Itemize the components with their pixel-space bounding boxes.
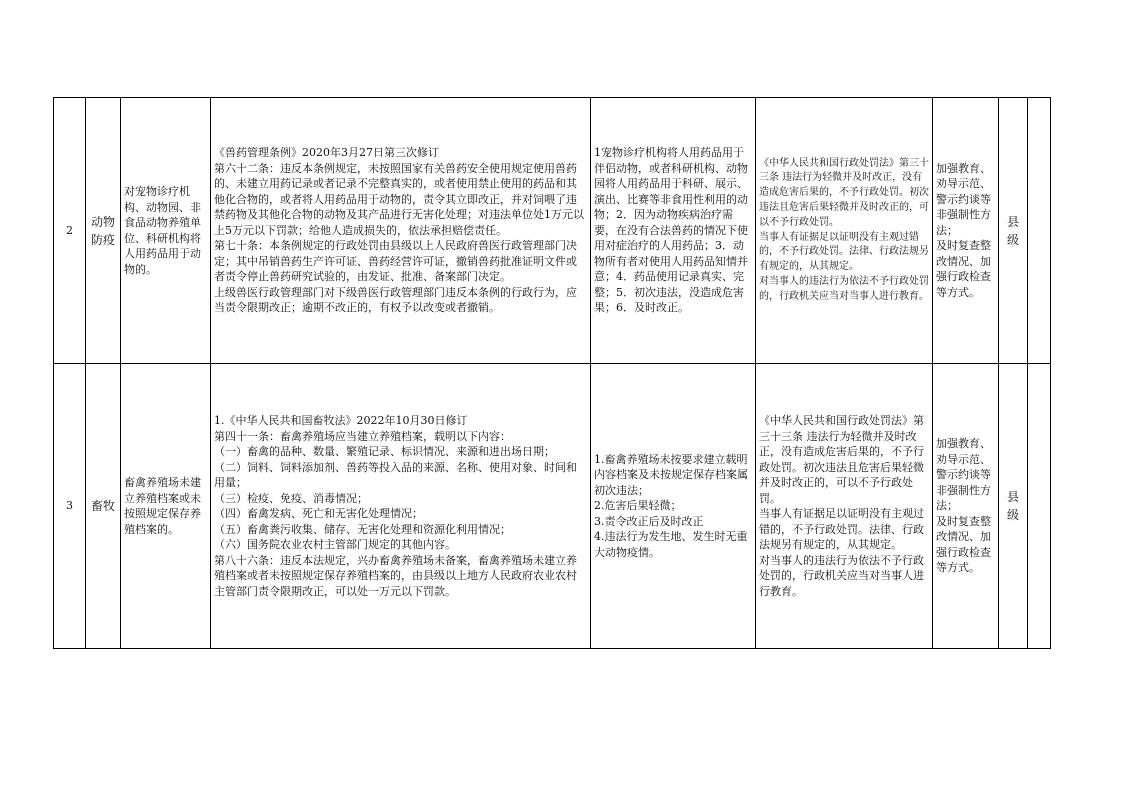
- category-cell: [86, 364, 121, 649]
- note-cell: [1028, 364, 1051, 649]
- legal-basis-cell: [211, 364, 591, 649]
- table-row: [54, 364, 1051, 649]
- penalty-law-text: 《中华人民共和国行政处罚法》第三十三条 违法行为轻微并及时改正，没有造成危害后果的，不予行政处罚。初次违法且危害后果轻微并及时改正的，可以不予行政处罚。 当事人有证据足以证明没有主观过错的，不予行政处罚。法律、行政法规另有规定的，从其规定。 对当事人的违法行为依法不予行政处罚的，行政机关应当对当事人进行教育。: [759, 414, 924, 598]
- row-number: 3: [66, 499, 73, 513]
- matter-cell: [121, 98, 211, 364]
- jurisdiction-level: 县级: [1006, 214, 1019, 247]
- exemption-conditions: 1.畜禽养殖场未按要求建立载明内容档案及未按规定保存档案属初次违法； 2.危害后果轻微； 3.责令改正后及时改正 4.违法行为发生地、发生时无重大动物疫情。: [594, 452, 748, 559]
- category-cell: [86, 98, 121, 364]
- category-label: 畜牧: [90, 499, 115, 513]
- conditions-cell: [591, 364, 756, 649]
- violation-matter: 畜禽养殖场未建立养殖档案或未按照规定保存养殖档案的。: [124, 476, 201, 536]
- supervision-measures: 加强教育、劝导示范、警示约谈等非强制性方法； 及时复查整改情况、加强行政检查等方式。: [936, 437, 991, 575]
- remarks: [1028, 229, 1050, 233]
- note-cell: [1028, 98, 1051, 364]
- measures-cell: [933, 364, 999, 649]
- regulation-table: [53, 97, 1051, 649]
- violation-matter: 对宠物诊疗机构、动物园、非食品动物养殖单位、科研机构将人用药品用于动物的。: [124, 185, 201, 276]
- supervision-measures: 加强教育、劝导示范、警示约谈等非强制性方法； 及时复查整改情况、加强行政检查等方式。: [936, 161, 991, 299]
- conditions-cell: [591, 98, 756, 364]
- row-number: 2: [66, 223, 73, 237]
- row-number-cell: [54, 98, 86, 364]
- table-row: [54, 98, 1051, 364]
- measures-cell: [933, 98, 999, 364]
- penalty-law-cell: [756, 98, 933, 364]
- category-label: 动物 防疫: [90, 214, 115, 247]
- level-cell: [999, 364, 1028, 649]
- row-number-cell: [54, 364, 86, 649]
- jurisdiction-level: 县级: [1006, 490, 1019, 522]
- legal-basis-cell: [211, 98, 591, 364]
- remarks: [1028, 504, 1050, 508]
- legal-basis-text: 1.《中华人民共和国畜牧法》2022年10月30日修订 第四十一条：畜禽养殖场应当建立养殖档案，载明以下内容： （一）畜禽的品种、数量、繁殖记录、标识情况、来源和进出场日期； （二）饲料、饲料添加剂、兽药等投入品的来源、名称、使用对象、时间和用量； （三）检疫、免疫、消毒情况； （四）畜禽发病、死亡和无害化处理情况； （五）畜禽粪污收集、储存、无害化处理和资源化利用情况； （六）国务院农业农村主管部门规定的其他内容。 第八十六条：违反本法规定，兴办畜禽养殖场未备案，畜禽养殖场未建立养殖档案或者未按照规定保存养殖档案的，由县级以上地方人民政府农业农村主管部门责令限期改正，可以处一万元以下罚款。: [214, 414, 577, 598]
- level-cell: [999, 98, 1028, 364]
- exemption-conditions: 1宠物诊疗机构将人用药品用于伴侣动物，或者科研机构、动物园将人用药品用于科研、展示、演出、比赛等非食用性利用的动物；2．因为动物疾病治疗需要，在没有合法兽药的情况下使用对症治疗的人用药品；3．动物所有者对使用人用药品知情并意；4．药品使用记录真实、完整；5．初次违法，没造成危害果；6．及时改正。: [594, 146, 748, 315]
- penalty-law-text: 《中华人民共和国行政处罚法》第三十三条 违法行为轻微并及时改正，没有造成危害后果的，不予行政处罚。初次违法且危害后果轻微并及时改正的，可以不予行政处罚。 当事人有证据足以证明没有主观过错的，不予行政处罚。法律、行政法规另有规定的，从其规定。 对当事人的违法行为依法不予行政处罚的，行政机关应当对当事人进行教育。: [759, 157, 929, 302]
- matter-cell: [121, 364, 211, 649]
- penalty-law-cell: [756, 364, 933, 649]
- legal-basis-text: 《兽药管理条例》2020年3月27日第三次修订 第六十二条：违反本条例规定，未按照国家有关兽药安全使用规定使用兽药的、未建立用药记录或者记录不完整真实的，或者使用禁止使用的药品和其他化合物的，或者将人用药品用于动物的，责令其立即改正，并对饲喂了违禁药物及其他化合物的动物及其产品进行无害化处理；对违法单位处1万元以上5万元以下罚款；给他人造成损失的，依法承担赔偿责任。 第七十条：本条例规定的行政处罚由县级以上人民政府兽医行政管理部门决定；其中吊销兽药生产许可证、兽药经营许可证，撤销兽药批准证明文件或者责令停止兽药研究试验的，由发证、批准、备案部门决定。 上级兽医行政管理部门对下级兽医行政管理部门违反本条例的行政行为，应当责令限期改正；逾期不改正的，有权予以改变或者撤销。: [214, 146, 584, 315]
